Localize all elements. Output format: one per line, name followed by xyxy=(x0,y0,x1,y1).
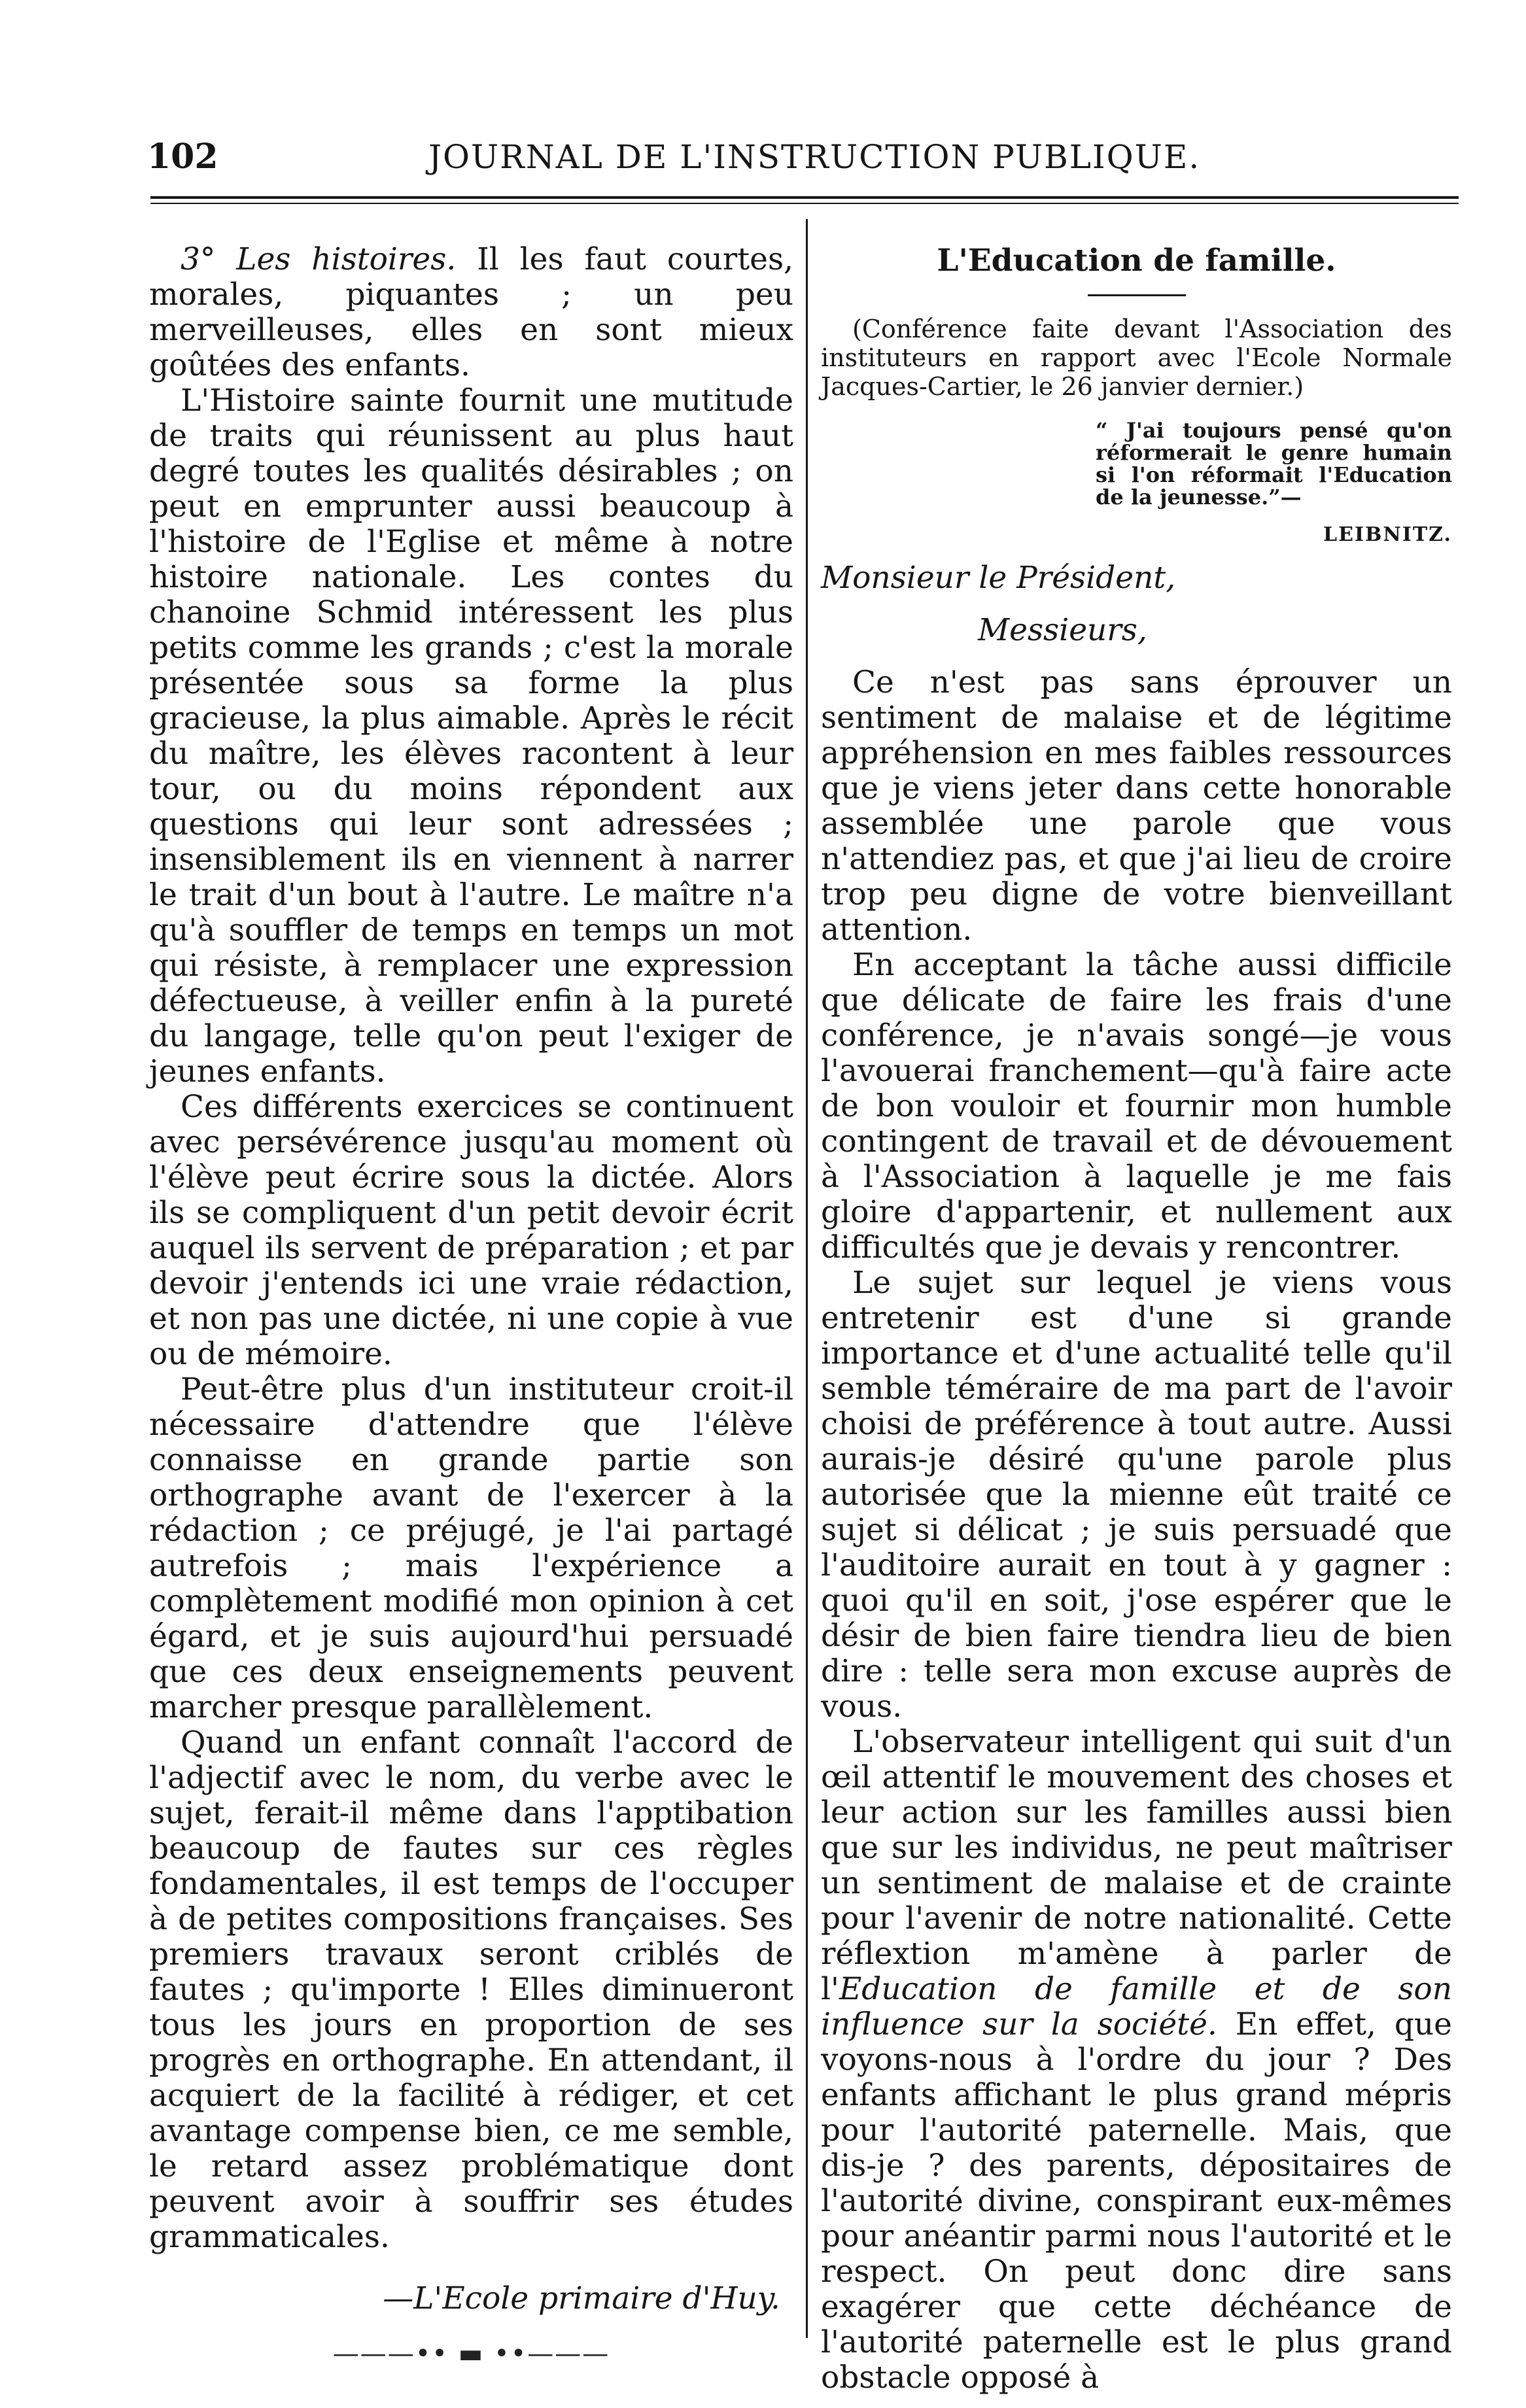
paragraph-label: 3° Les histoires. xyxy=(181,241,457,277)
salutation: Monsieur le Président, xyxy=(821,560,1176,596)
paragraph: L'Histoire sainte fournit une mutitude de traits qui réunissent au plus haut degré toutes les qualités désirables ; on peut en emprunter aussi beaucoup à l'histoire de l'Eglise et même à notre histoire nationale. Les contes du chanoine Schmid intéressent les plus petits comme les grands ; c'est la morale présentée sous sa forme la plus gracieuse, la plus aimable. Après le récit du maître, les élèves racontent à leur tour, ou du moins répondent aux questions qui leur sont adressées ; insensiblement ils en viennent à narrer le trait d'un bout à l'autre. Le maître n'a qu'à souffler de temps en temps un mot qui résiste, à remplacer une expression défectueuse, à veiller enfin à la pureté du langage, telle qu'on peut l'exiger de jeunes enfants. xyxy=(149,383,793,1090)
page-number: 102 xyxy=(147,137,218,177)
paragraph: En acceptant la tâche aussi difficile que délicate de faire les frais d'une conférence, je n'avais songé—je vous l'avouerai franchement—qu'à faire acte de bon vouloir et fournir mon humble contingent de travail et de dévouement à l'Association à laquelle je me fais gloire d'appartenir, et nullement aux difficultés que je devais y rencontrer. xyxy=(821,947,1452,1265)
header-rule xyxy=(150,196,1459,204)
right-column xyxy=(821,242,1452,2396)
paragraph: Ce n'est pas sans éprouver un sentiment de malaise et de légitime appréhension en mes faibles ressources que je viens jeter dans cette honorable assemblée une parole que vous n'attendiez pas, et que j'ai lieu de croire trop peu digne de votre bienveillant attention. xyxy=(821,664,1452,948)
paragraph xyxy=(149,242,793,383)
paragraph: Le sujet sur lequel je viens vous entretenir est d'une si grande importance et d'une actualité telle qu'il semble téméraire de ma part de l'avoir choisi de préférence à tout autre. Aussi aurais-je désiré qu'une parole plus autorisée que la mienne eût traité ce sujet si délicat ; je suis persuadé que l'auditoire aurait en tout à y gagner : quoi qu'il en soit, j'ose espérer que le désir de bien faire tiendra lieu de bien dire : telle sera mon excuse auprès de vous. xyxy=(821,1265,1452,1725)
paragraph: Quand un enfant connaît l'accord de l'adjectif avec le nom, du verbe avec le sujet, ferait-il même dans l'apptibation beaucoup de fautes sur ces règles fondamentales, il est temps de l'occuper à de petites compositions françaises. Ses premiers travaux seront criblés de fautes ; qu'importe ! Elles diminueront tous les jours en proportion de ses progrès en orthographe. En attendant, il acquiert de la facilité à rédiger, et cet avantage compense bien, ce me semble, le retard assez problématique dont peuvent avoir à souffrir ses études grammaticales. xyxy=(149,1725,793,2255)
salutation: Messieurs, xyxy=(978,612,1147,648)
paragraph: Peut-être plus d'un instituteur croit-il nécessaire d'attendre que l'élève connaisse en grande partie son orthographe avant de l'exercer à la rédaction ; ce préjugé, je l'ai partagé autrefois ; mais l'expérience a complètement modifié mon opinion à cet égard, et je suis aujourd'hui persuadé que ces deux enseignements peuvent marcher presque parallèlement. xyxy=(149,1371,793,1725)
running-title: JOURNAL DE L'INSTRUCTION PUBLIQUE. xyxy=(428,138,1201,176)
title-rule xyxy=(1088,294,1186,296)
italic-phrase: Education de famille et de son influence sur la société. xyxy=(821,1971,1452,2042)
paragraph: Ces différents exercices se continuent avec persévérence jusqu'au moment où l'élève peut écrire sous la dictée. Alors ils se compliquent d'un petit devoir écrit auquel ils servent de préparation ; et par devoir j'entends ici une vraie rédaction, et non pas une dictée, ni une copie à vue ou de mémoire. xyxy=(149,1089,793,1372)
paragraph-text: L'observateur intelligent qui suit d'un œil attentif le mouvement des choses et leur action sur les familles aussi bien que sur les individus, ne peut maîtriser un sentiment de malaise et de crainte pour l'avenir de notre nationalité. Cette réflextion m'amène à parler de l' xyxy=(821,1724,1452,2007)
page-header xyxy=(147,134,1204,180)
left-column xyxy=(149,242,793,2371)
epigraph: “ J'ai toujours pensé qu'on réformerait le genre humain si l'on réformait l'Education de la jeunesse.”— xyxy=(1096,418,1452,509)
section-title: L'Education de famille. xyxy=(937,243,1336,279)
ornament-divider: ———•• ▬ ••——— xyxy=(332,2339,610,2369)
paragraph-text: En effet, que voyons-nous à l'ordre du jour ? Des enfants affichant le plus grand mépris pour l'autorité paternelle. Mais, que dis-je ? des parents, dépositaires de l'autorité divine, conspirant eux-mêmes pour anéantir parmi nous l'autorité et le respect. On peut donc dire sans exagérer que cette déchéance de l'autorité paternelle est le plus grand obstacle opposé à xyxy=(821,2006,1452,2396)
column-divider xyxy=(806,219,808,2338)
source-attribution: —L'Ecole primaire d'Huy. xyxy=(383,2280,780,2316)
paragraph-text: Il les faut courtes, morales, piquantes ; un peu merveilleuses, elles en sont mieux goûtées des enfants. xyxy=(149,241,793,383)
epigraph-author: LEIBNITZ. xyxy=(1323,523,1452,546)
subtitle: (Conférence faite devant l'Association des instituteurs en rapport avec l'Ecole Normale Jacques-Cartier, le 26 janvier dernier.) xyxy=(821,315,1452,401)
paragraph xyxy=(821,1725,1452,2396)
